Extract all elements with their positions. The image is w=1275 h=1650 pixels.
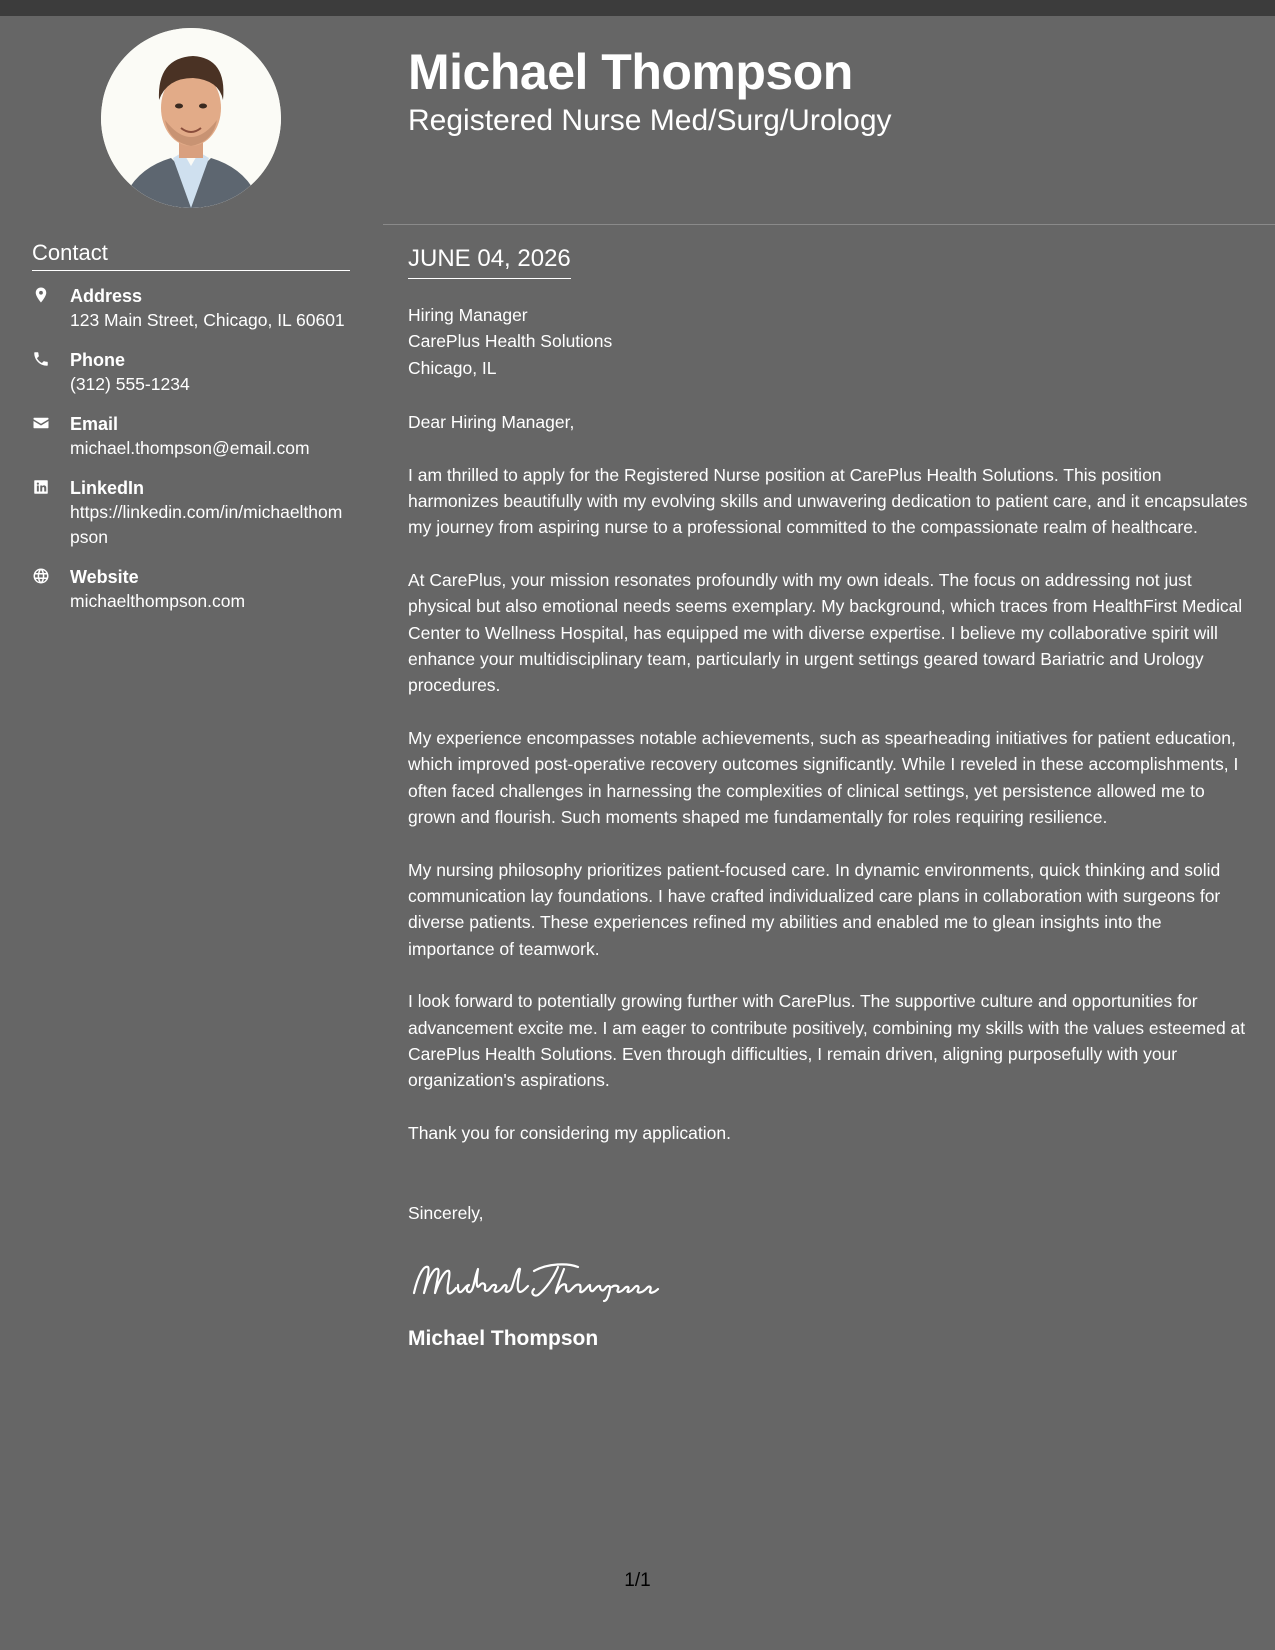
top-bar bbox=[0, 0, 1275, 16]
address-value: 123 Main Street, Chicago, IL 60601 bbox=[70, 310, 345, 330]
closing: Sincerely, bbox=[408, 1203, 484, 1224]
letter-paragraph: My experience encompasses notable achievements, such as spearheading initiatives for patient education, which improved post-operative recovery outcomes significantly. While I reveled in these accomplishments, I often faced challenges in harnessing the complexities of clinical settings, yet persistence allowed me to grown and flourish. Such moments shaped me fundamentally for roles requiring resilience. bbox=[408, 727, 1239, 828]
phone-value: (312) 555-1234 bbox=[70, 374, 190, 394]
website-link[interactable]: michaelthompson.com bbox=[70, 591, 246, 611]
globe-icon bbox=[32, 565, 70, 614]
letter-body bbox=[408, 302, 1253, 1353]
page-indicator: 1/1 bbox=[624, 1570, 651, 1591]
letter-paragraph: My nursing philosophy prioritizes patient-focused care. In dynamic environments, quick thinking and solid communication lay foundations. I have crafted individualized care plans in collaboration with surgeons for diverse patients. These experiences refined my abilities and enabled me to glean insights into the importance of teamwork. bbox=[408, 859, 1221, 959]
recipient-line: Chicago, IL bbox=[408, 357, 497, 378]
job-title: Registered Nurse Med/Surg/Urology bbox=[408, 104, 892, 137]
candidate-name: Michael Thompson bbox=[408, 44, 853, 100]
salutation: Dear Hiring Manager, bbox=[408, 412, 575, 433]
contact-item-phone bbox=[32, 348, 350, 397]
phone-label: Phone bbox=[70, 350, 126, 370]
contact-item-email bbox=[32, 412, 350, 461]
location-pin-icon bbox=[32, 284, 70, 333]
signed-name: Michael Thompson bbox=[408, 1326, 599, 1350]
phone-icon bbox=[32, 348, 70, 397]
letter-date: JUNE 04, 2026 bbox=[408, 244, 571, 279]
email-link[interactable]: michael.thompson@email.com bbox=[70, 438, 310, 458]
recipient-line: CarePlus Health Solutions bbox=[408, 331, 613, 352]
contact-item-linkedin bbox=[32, 476, 350, 550]
signature-image bbox=[408, 1255, 670, 1303]
header-divider bbox=[383, 224, 1275, 225]
linkedin-icon bbox=[32, 476, 70, 550]
email-label: Email bbox=[70, 414, 119, 434]
website-label: Website bbox=[70, 567, 139, 587]
profile-photo bbox=[101, 28, 281, 208]
letter-paragraph: Thank you for considering my application. bbox=[408, 1122, 731, 1143]
contact-heading: Contact bbox=[32, 240, 350, 271]
recipient-block bbox=[408, 302, 1253, 381]
contact-list bbox=[32, 284, 350, 629]
contact-item-website bbox=[32, 565, 350, 614]
address-label: Address bbox=[70, 286, 143, 306]
letter-paragraph: I am thrilled to apply for the Registered Nurse position at CarePlus Health Solutions. This position harmonizes beautifully with my evolving skills and unwavering dedication to patient care, and it encapsulates my journey from aspiring nurse to a professional committed to the compassionate realm of healthcare. bbox=[408, 464, 1248, 538]
linkedin-label: LinkedIn bbox=[70, 478, 145, 498]
contact-item-address bbox=[32, 284, 350, 333]
linkedin-link[interactable]: https://linkedin.com/in/michaelthompson bbox=[70, 502, 343, 547]
recipient-line: Hiring Manager bbox=[408, 305, 528, 325]
letter-paragraph: I look forward to potentially growing further with CarePlus. The supportive culture and opportunities for advancement excite me. I am eager to contribute positively, combining my skills with the values esteemed at CarePlus Health Solutions. Even through difficulties, I remain driven, aligning purposefully with your organization's aspirations. bbox=[408, 991, 1246, 1091]
letter-paragraph: At CarePlus, your mission resonates profoundly with my own ideals. The focus on addressing not just physical but also emotional needs seems exemplary. My background, which traces from HealthFirst Medical Center to Wellness Hospital, has equipped me with diverse expertise. I believe my collaborative spirit will enhance your multidisciplinary team, particularly in urgent settings geared toward Bariatric and Urology procedures. bbox=[408, 569, 1243, 696]
envelope-icon bbox=[32, 412, 70, 461]
